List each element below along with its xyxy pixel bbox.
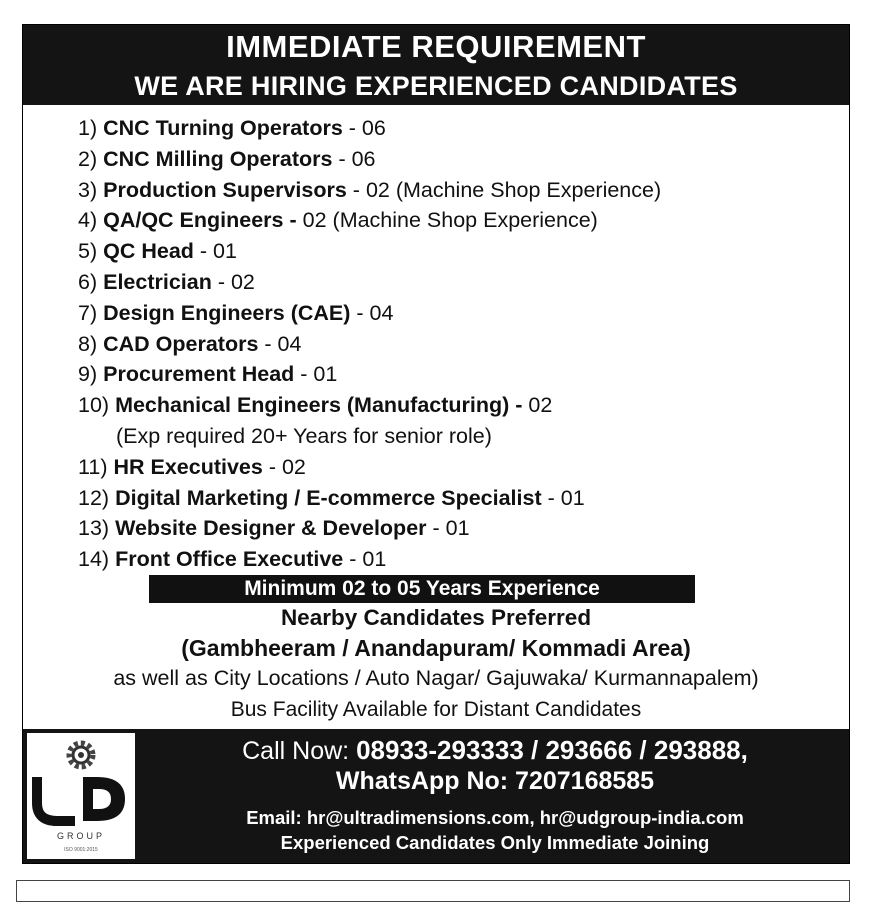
gear-icon: [69, 743, 93, 767]
job-item: 13) Website Designer & Developer - 01: [78, 516, 470, 541]
joining-note: Experienced Candidates Only Immediate Joining: [280, 832, 710, 853]
job-item: 4) QA/QC Engineers - 02 (Machine Shop Experience): [78, 208, 598, 233]
header-banner: [23, 25, 849, 105]
job-item: 12) Digital Marketing / E-commerce Specialist - 01: [78, 485, 585, 510]
job-item: 1) CNC Turning Operators - 06: [78, 116, 386, 140]
logo-iso-text: ISO 9001:2015: [64, 847, 98, 853]
job-item: 7) Design Engineers (CAE) - 04: [78, 300, 394, 325]
mechanical-note: (Exp required 20+ Years for senior role): [116, 423, 492, 448]
experience-bar: Minimum 02 to 05 Years Experience: [149, 575, 695, 603]
job-item: 5) QC Head - 01: [78, 239, 237, 264]
job-list: [78, 113, 661, 575]
whatsapp-number: WhatsApp No: 7207168585: [335, 767, 655, 795]
job-item: 14) Front Office Executive - 01: [78, 547, 387, 572]
job-advertisement: [22, 24, 850, 864]
job-item: 6) Electrician - 02: [78, 269, 255, 294]
nearby-preferred: Nearby Candidates Preferred: [280, 605, 592, 630]
job-item: 8) CAD Operators - 04: [78, 331, 302, 356]
job-item: 10) Mechanical Engineers (Manufacturing) - 02: [78, 393, 553, 418]
call-numbers: 08933-293333 / 293666 / 293888,: [356, 735, 748, 765]
ad-title: IMMEDIATE REQUIREMENT: [226, 29, 646, 64]
email-addresses: Email: hr@ultradimensions.com, hr@udgroup-india.com: [246, 807, 744, 828]
ud-monogram: [37, 777, 125, 821]
call-label: Call Now:: [242, 737, 350, 765]
ad-subtitle: WE ARE HIRING EXPERIENCED CANDIDATES: [134, 71, 738, 101]
ud-group-logo: [27, 733, 135, 859]
preferred-areas: (Gambheeram / Anandapuram/ Kommadi Area): [181, 635, 691, 661]
bus-facility: Bus Facility Available for Distant Candidates: [230, 698, 642, 721]
job-item: 11) HR Executives - 02: [78, 454, 306, 479]
logo-graphic: [27, 733, 135, 859]
contact-footer: [23, 729, 849, 863]
job-item: 9) Procurement Head - 01: [78, 362, 338, 387]
job-item: 2) CNC Milling Operators - 06: [78, 146, 376, 171]
job-item: 3) Production Supervisors - 02 (Machine Shop Experience): [78, 177, 662, 202]
call-line: [141, 735, 849, 766]
city-locations: as well as City Locations / Auto Nagar/ Gajuwaka/ Kurmannapalem): [113, 666, 759, 690]
logo-group-text: GROUP: [56, 831, 106, 841]
next-ad-border: [16, 880, 850, 902]
